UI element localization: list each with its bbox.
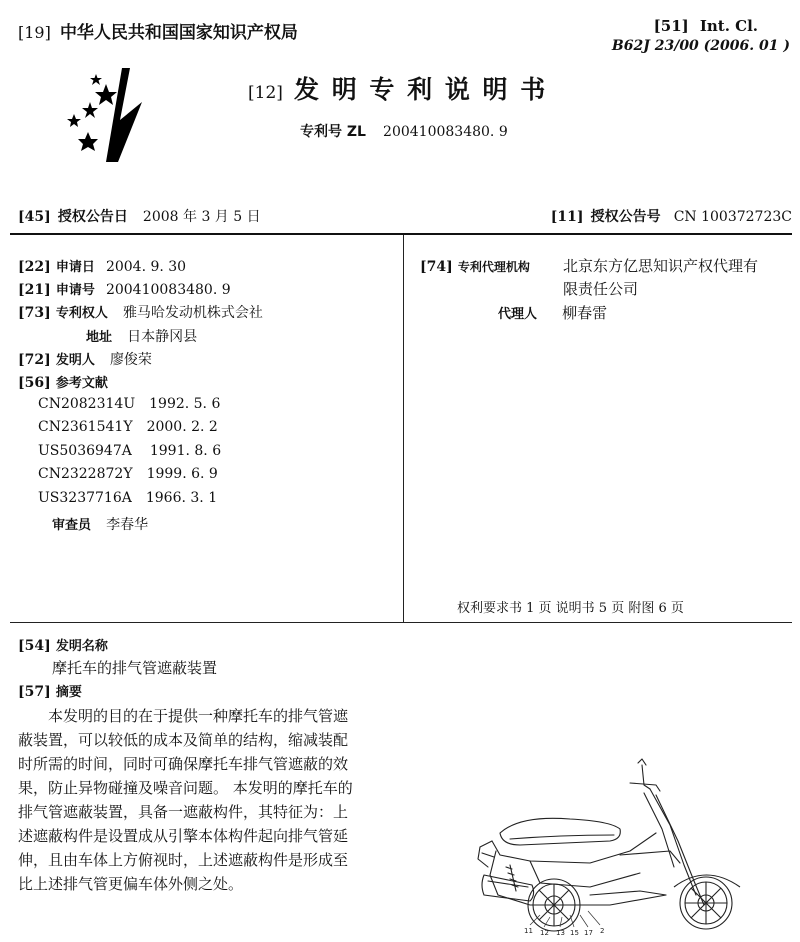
- agent-label: 代理人: [498, 307, 538, 322]
- reference-item: [38, 443, 221, 459]
- patent-number-line: [300, 121, 508, 141]
- agency-value-line1: 北京东方亿思知识产权代理有: [563, 257, 759, 275]
- figure-label: 13: [556, 929, 565, 937]
- abstract-line: 时所需的时间，同时可确保摩托车排气管遮蔽的效: [18, 755, 349, 773]
- grant-date-line: [18, 206, 261, 226]
- reference-number: US5036947A: [38, 443, 132, 459]
- intcl-code: [51]: [653, 17, 689, 35]
- app-no-code: [21]: [18, 282, 51, 298]
- inventor-label: 发明人: [55, 353, 95, 368]
- abstract-line: 伸，且由车体上方俯视时，上述遮蔽构件是形成至: [18, 851, 349, 869]
- agency-label: 专利代理机构: [457, 260, 530, 274]
- grant-pub-value: CN 100372723C: [673, 209, 792, 225]
- reference-item: [38, 490, 217, 506]
- doc-type-title: 发 明 专 利 说 明 书: [294, 75, 548, 104]
- filing-date-code: [22]: [18, 259, 51, 275]
- app-no-label: 申请号: [55, 283, 95, 298]
- references-header-row: [18, 372, 108, 391]
- filing-date-value: 2004. 9. 30: [105, 259, 187, 275]
- reference-number: CN2361541Y: [38, 419, 133, 435]
- intcl-block: [654, 16, 758, 35]
- invention-title: 摩托车的排气管遮蔽装置: [52, 659, 218, 677]
- doc-type-line: [248, 70, 547, 106]
- office-name: 中华人民共和国国家知识产权局: [59, 23, 298, 43]
- patentee-code: [73]: [18, 305, 51, 321]
- patentee-label: 专利权人: [55, 306, 108, 321]
- reference-date: 1966. 3. 1: [145, 490, 218, 506]
- references-label: 参考文献: [55, 376, 108, 391]
- examiner-label: 审查员: [52, 518, 92, 533]
- figure-label: 2: [600, 927, 605, 935]
- grant-pub-label: 授权公告号: [590, 209, 661, 225]
- examiner-value: 李春华: [106, 517, 149, 533]
- reference-item: [38, 419, 218, 435]
- patentee-row: [18, 302, 263, 322]
- address-row: [86, 326, 197, 346]
- references-code: [56]: [18, 375, 51, 391]
- examiner-row: [52, 514, 148, 534]
- abstract-label: 摘要: [55, 685, 82, 700]
- agency-code: [74]: [420, 259, 453, 275]
- page-counts: 权利要求书 1 页 说明书 5 页 附图 6 页: [457, 601, 684, 616]
- column-divider: [403, 235, 404, 622]
- figure-label: 17: [584, 929, 593, 937]
- patent-no-value: 200410083480. 9: [383, 124, 508, 140]
- filing-date-label: 申请日: [55, 260, 95, 275]
- figure-label: 11: [524, 927, 533, 935]
- app-no-value: 200410083480. 9: [105, 282, 231, 298]
- title-code: [54]: [18, 638, 51, 654]
- abstract-line: 果，防止异物碰撞及噪音问题。 本发明的摩托车的: [18, 779, 353, 797]
- address-label: 地址: [86, 330, 113, 345]
- grant-pub-code: [11]: [550, 209, 584, 225]
- abstract-line: 述遮蔽构件是设置成从引擎本体构件起向排气管延: [18, 827, 349, 845]
- abstract-code: [57]: [18, 684, 51, 700]
- intcl-value: B62J 23/00 (2006. 01 ): [611, 38, 790, 54]
- abstract-line: 排气管遮蔽装置，具备一遮蔽构件，其特征为：上: [18, 803, 349, 821]
- abstract-header-row: [18, 681, 82, 700]
- address-value: 日本静冈县: [127, 329, 198, 345]
- cnipa-emblem-icon: [60, 62, 170, 172]
- title-label: 发明名称: [55, 639, 108, 654]
- abstract-line: 本发明的目的在于提供一种摩托车的排气管遮: [48, 707, 349, 725]
- app-no-row: [18, 279, 231, 298]
- title-header-row: [18, 635, 108, 654]
- grant-date-value: 2008 年 3 月 5 日: [142, 209, 261, 225]
- inventor-code: [72]: [18, 352, 51, 368]
- grant-date-label: 授权公告日: [57, 209, 128, 225]
- middle-divider: [10, 622, 792, 623]
- reference-item: [38, 466, 218, 482]
- inventor-value: 廖俊荣: [109, 352, 152, 368]
- agent-value: 柳春雷: [562, 304, 608, 322]
- inventor-row: [18, 349, 152, 369]
- figure-label: 12: [540, 929, 549, 937]
- abstract-line: 蔽装置，可以较低的成本及简单的结构，缩减装配: [18, 731, 349, 749]
- filing-date-row: [18, 256, 186, 275]
- agency-row: [420, 256, 530, 275]
- agent-row: [498, 302, 607, 323]
- abstract-line: 比上述排气管更偏车体外侧之处。: [18, 875, 244, 893]
- office-line: [18, 18, 298, 43]
- patentee-value: 雅马哈发动机株式会社: [122, 305, 263, 321]
- reference-date: 1992. 5. 6: [149, 396, 221, 412]
- agency-value-line2: 限责任公司: [563, 280, 639, 298]
- grant-pub-line: [551, 206, 792, 226]
- reference-date: 2000. 2. 2: [146, 419, 218, 435]
- reference-date: 1991. 8. 6: [149, 443, 222, 459]
- patent-no-label: 专利号 ZL: [300, 124, 366, 140]
- abstract-text: [18, 704, 408, 896]
- figure-label: 15: [570, 929, 579, 937]
- top-divider: [10, 233, 792, 235]
- grant-date-code: [45]: [18, 209, 51, 225]
- office-code: [19]: [18, 23, 51, 42]
- doc-type-code: [12]: [248, 83, 283, 103]
- intcl-label: Int. Cl.: [699, 17, 758, 35]
- reference-number: US3237716A: [38, 490, 132, 506]
- reference-item: [38, 396, 220, 412]
- reference-number: CN2322872Y: [38, 466, 133, 482]
- scooter-drawing-icon: [470, 755, 770, 937]
- reference-date: 1999. 6. 9: [146, 466, 218, 482]
- reference-number: CN2082314U: [38, 396, 136, 412]
